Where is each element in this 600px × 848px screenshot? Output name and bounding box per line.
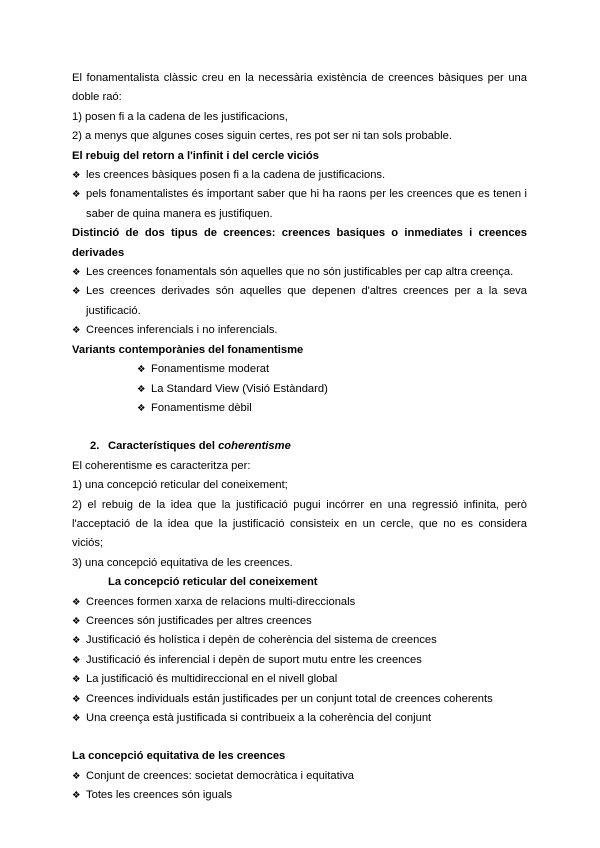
intro-paragraph: El fonamentalista clàssic creu en la necessària existència de creences bàsiques per una doble raó:: [72, 72, 527, 104]
section-title-emphasis: coherentisme: [218, 440, 291, 453]
distincio-heading: Distinció de dos tipus de creences: creences basiques o inmediates i creences derivades: [72, 227, 527, 259]
list-item: ❖ Justificació és holística i depèn de coherència del sistema de creences: [72, 631, 527, 650]
spacer: [72, 418, 527, 437]
section-title-prefix: Característiques del: [108, 440, 219, 453]
list-item: ❖ La Standard View (Visió Estàndard): [137, 380, 527, 399]
section-2-point: 3) una concepció equitativa de les creences.: [72, 556, 293, 569]
rebuig-heading: El rebuig del retorn a l'infinit i del cercle viciós: [72, 149, 319, 162]
list-item: ❖ Creences individuals están justificades per un conjunt total de creences coherents: [72, 690, 527, 709]
list-item: ❖ La justificació és multidireccional en el nivell global: [72, 670, 527, 689]
intro-reason-1: 1) posen fi a la cadena de les justificacions,: [72, 110, 288, 123]
section-2-heading: [72, 437, 527, 456]
list-item: ❖ Totes les creences són iguals: [72, 786, 527, 805]
list-item: ❖ Creences formen xarxa de relacions multi-direccionals: [72, 593, 527, 612]
section-2-point: 1) una concepció reticular del coneixement;: [72, 479, 288, 492]
section-2-intro: El coherentisme es caracteritza per:: [72, 459, 251, 472]
list-item: ❖ Les creences derivades són aquelles que depenen d'altres creences per a la seva justificació.: [72, 282, 527, 321]
list-item: ❖ Creences són justificades per altres creences: [72, 612, 527, 631]
list-item: ❖ Fonamentisme dèbil: [137, 399, 527, 418]
list-item: ❖ les creences bàsiques posen fi a la cadena de justificacions.: [72, 166, 527, 185]
list-item: ❖ Justificació és inferencial i depèn de suport mutu entre les creences: [72, 651, 527, 670]
section-number: 2.: [90, 440, 100, 453]
list-item: ❖ Conjunt de creences: societat democràtica i equitativa: [72, 767, 527, 786]
equitativa-heading: La concepció equitativa de les creences: [72, 750, 286, 763]
list-item: ❖ Fonamentisme moderat: [137, 360, 527, 379]
section-2-point: 2) el rebuig de la idea que la justificació pugui incórrer en una regressió infinita, però l'acceptació de la idea que la justificació consisteix en un cercle, que no es considera viciós;: [72, 498, 527, 550]
variants-heading: Variants contemporànies del fonamentisme: [72, 343, 304, 356]
intro-reason-2: 2) a menys que algunes coses siguin certes, res pot ser ni tan sols probable.: [72, 130, 452, 143]
list-item: ❖ Una creença està justificada si contribueix a la coherència del conjunt: [72, 709, 527, 728]
document-body: [72, 69, 527, 806]
list-item: ❖ Creences inferencials i no inferencials.: [72, 321, 527, 340]
variants-list: [72, 360, 527, 418]
reticular-heading: La concepció reticular del coneixement: [108, 576, 318, 589]
spacer: [72, 728, 527, 747]
list-item: ❖ pels fonamentalistes és important saber que hi ha raons per les creences que es tenen i saber de quina manera es justifiquen.: [72, 185, 527, 224]
list-item: ❖ Les creences fonamentals són aquelles que no són justificables per cap altra creença.: [72, 263, 527, 282]
